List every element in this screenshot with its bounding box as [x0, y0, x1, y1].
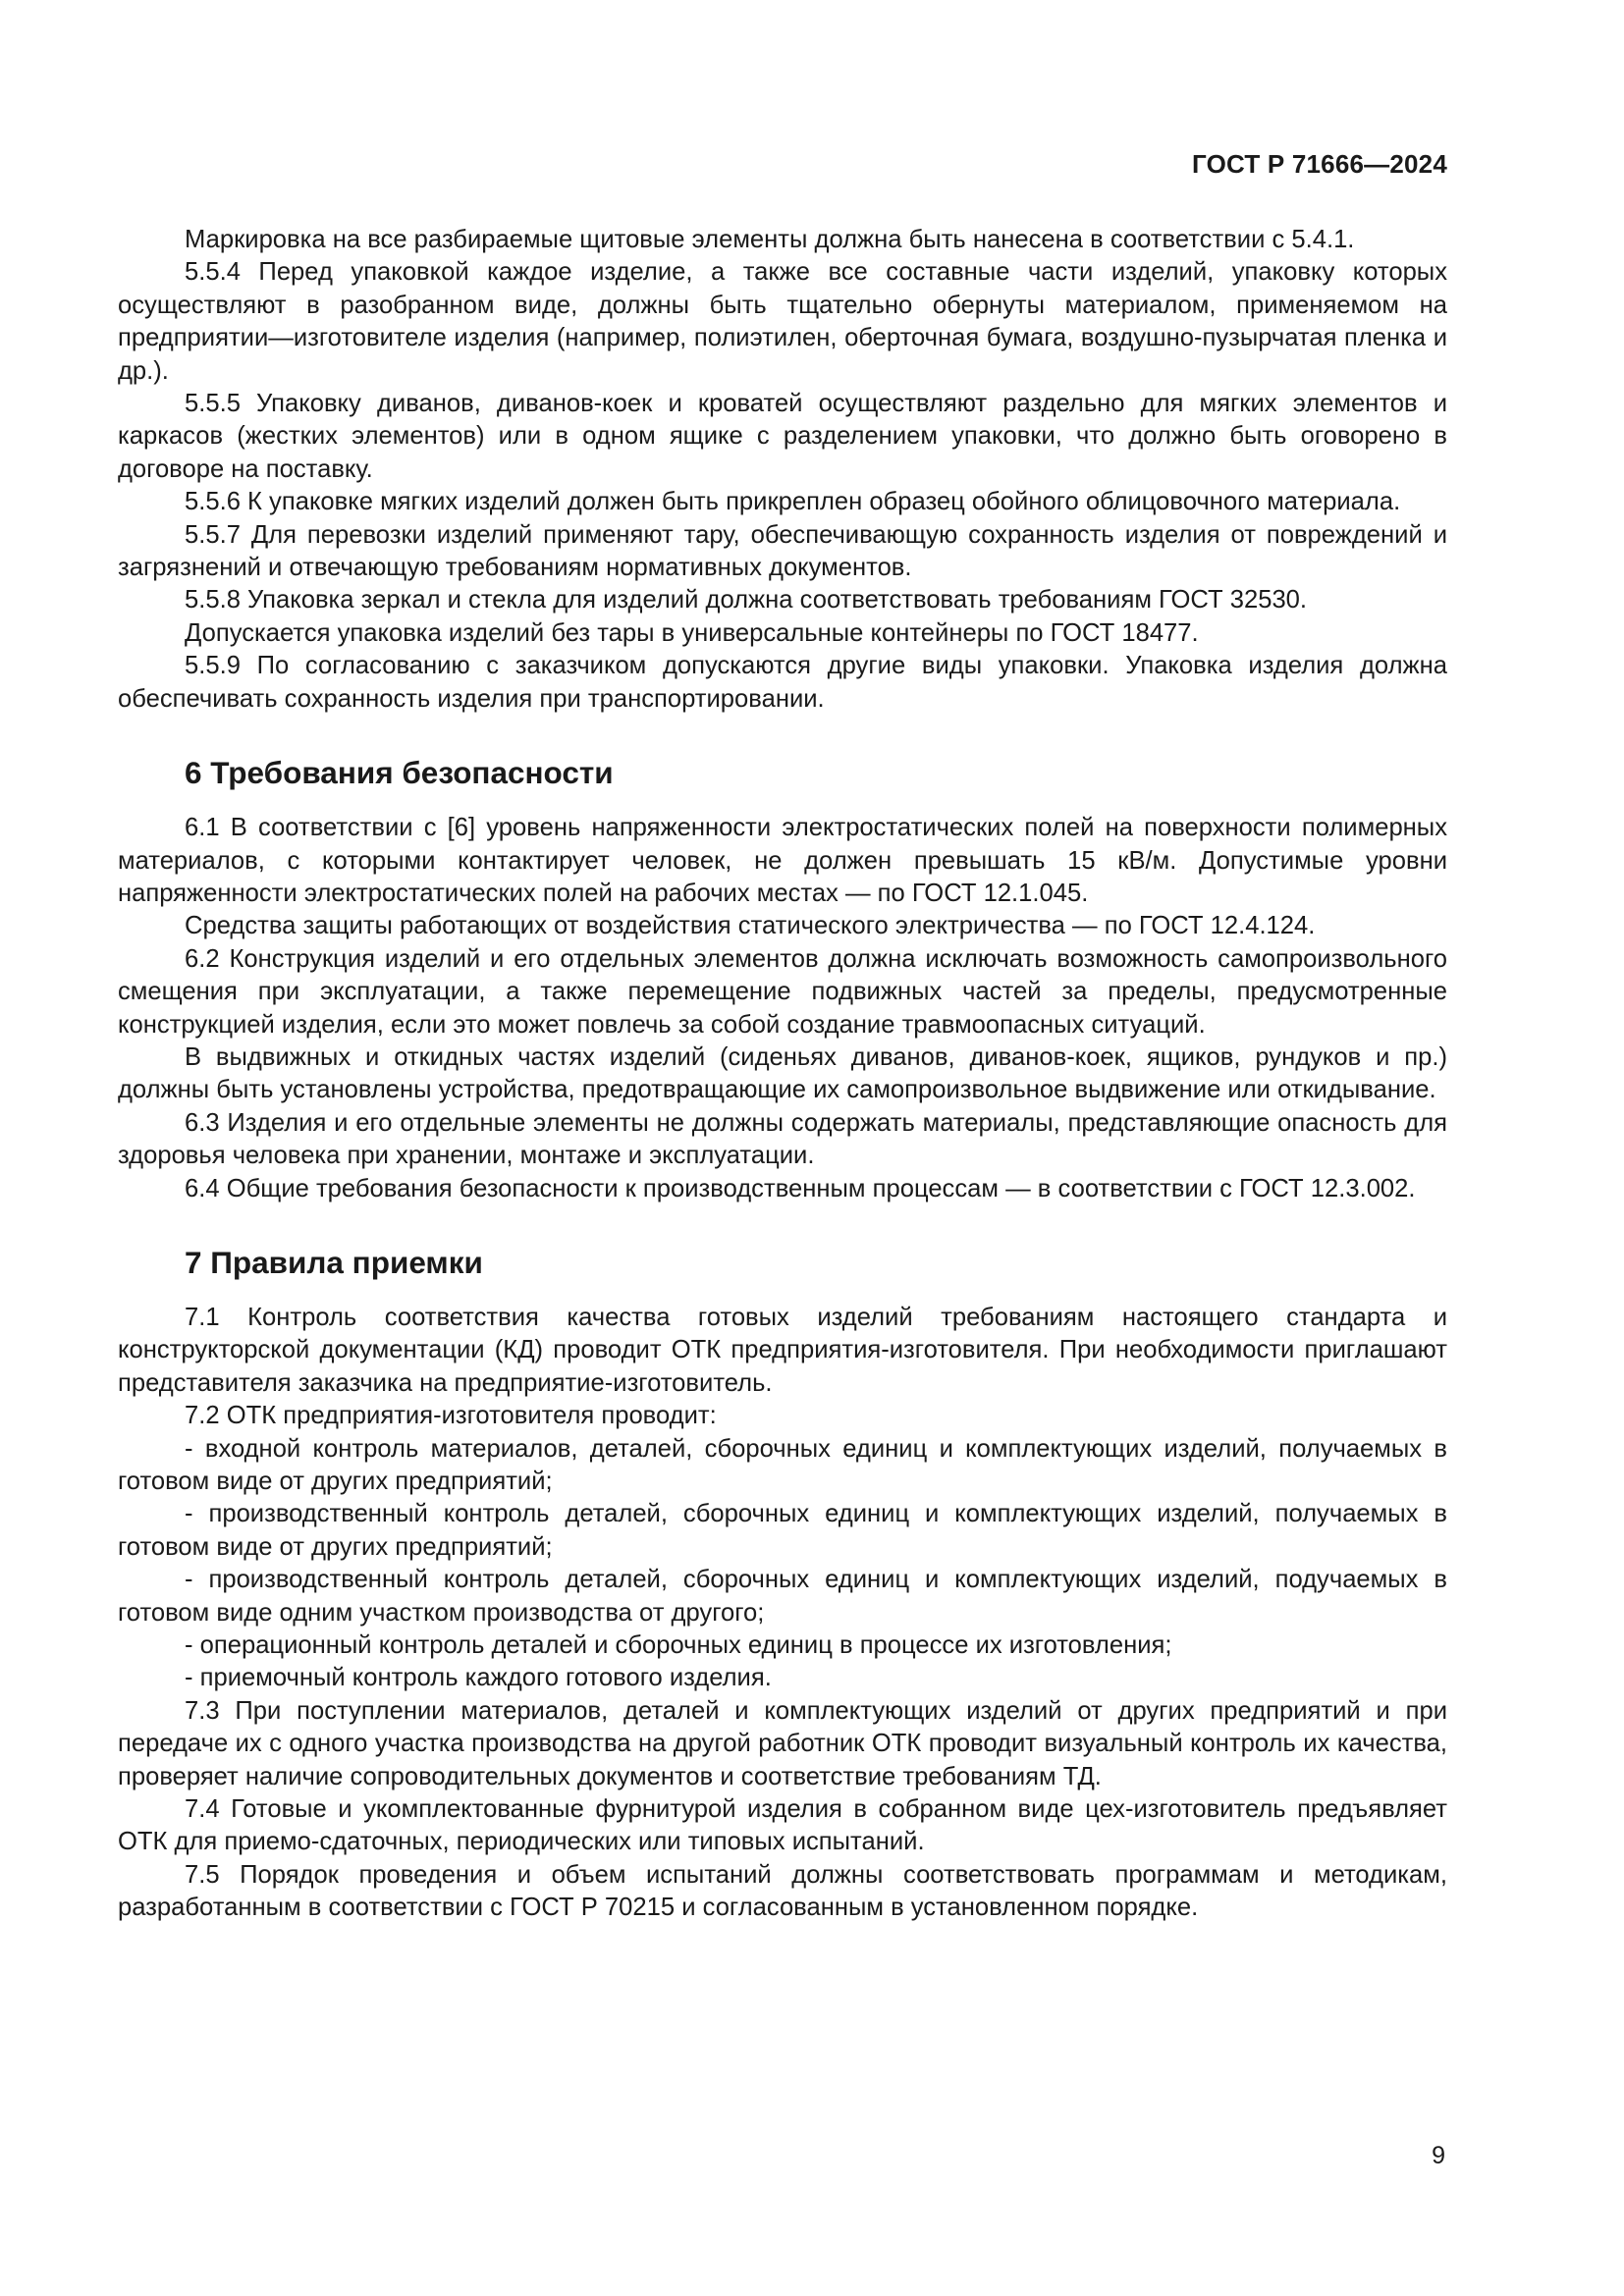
- paragraph: 5.5.7 Для перевозки изделий применяют тару, обеспечивающую сохранность изделия от повреждений и загрязнений и отвечающую требованиям нормативных документов.: [118, 520, 1447, 582]
- document-code: ГОСТ Р 71666—2024: [1192, 149, 1447, 179]
- section-heading-6: 6 Требования безопасности: [185, 755, 614, 791]
- list-item: - операционный контроль деталей и сборочных единиц в процессе их изготовления;: [185, 1631, 1172, 1660]
- list-item: - входной контроль материалов, деталей, сборочных единиц и комплектующих изделий, получаемых в готовом виде от других предприятий;: [118, 1434, 1447, 1495]
- paragraph: 6.1 В соответствии с [6] уровень напряженности электростатических полей на поверхности полимерных материалов, с которыми контактирует человек, не должен превышать 15 кВ/м. Допустимые уровни напряженности электростатических полей на рабочих местах — по ГОСТ 12.1.045.: [118, 814, 1447, 907]
- paragraph: 5.5.5 Упаковку диванов, диванов-коек и кроватей осуществляют раздельно для мягких элементов и каркасов (жестких элементов) или в одном ящике с разделением упаковки, что должно быть оговорено в договоре на поставку.: [118, 390, 1447, 483]
- paragraph: 5.5.4 Перед упаковкой каждое изделие, а также все составные части изделий, упаковку которых осуществляют в разобранном виде, должны быть тщательно обернуты материалом, применяемом на предприятии—изготовителе изделия (например, полиэтилен, оберточная бумага, воздушно-пузырчатая пленка и др.).: [118, 258, 1447, 385]
- paragraph: 6.2 Конструкция изделий и его отдельных элементов должна исключать возможность самопроизвольного смещения при эксплуатации, а также перемещение подвижных частей за пределы, предусмотренные конструкцией изделия, если это может повлечь за собой создание травмоопасных ситуаций.: [118, 944, 1447, 1039]
- list-item: - производственный контроль деталей, сборочных единиц и комплектующих изделий, подучаемых в готовом виде одним участком производства от другого;: [118, 1566, 1447, 1627]
- paragraph: 7.4 Готовые и укомплектованные фурнитурой изделия в собранном виде цех-изготовитель предъявляет ОТК для приемо-сдаточных, периодических или типовых испытаний.: [118, 1795, 1447, 1856]
- section-heading-7: 7 Правила приемки: [185, 1244, 483, 1280]
- paragraph: 5.5.8 Упаковка зеркал и стекла для изделий должна соответствовать требованиям ГОСТ 32530.: [185, 586, 1308, 614]
- paragraph: Допускается упаковка изделий без тары в универсальные контейнеры по ГОСТ 18477.: [185, 618, 1199, 647]
- page-number: 9: [1432, 2142, 1445, 2169]
- paragraph: 7.1 Контроль соответствия качества готовых изделий требованиям настоящего стандарта и конструкторской документации (КД) проводит ОТК предприятия-изготовителя. При необходимости приглашают представителя заказчика на предприятие-изготовитель.: [118, 1303, 1447, 1397]
- paragraph: 7.2 ОТК предприятия-изготовителя проводит:: [185, 1402, 717, 1430]
- list-item: - производственный контроль деталей, сборочных единиц и комплектующих изделий, получаемых в готовом виде от других предприятий;: [118, 1500, 1447, 1561]
- paragraph: В выдвижных и откидных частях изделий (сиденьях диванов, диванов-коек, ящиков, рундуков и пр.) должны быть установлены устройства, предотвращающие их самопроизвольное выдвижение или откидывание.: [118, 1042, 1447, 1104]
- paragraph: 6.4 Общие требования безопасности к производственным процессам — в соответствии с ГОСТ 12.3.002.: [185, 1174, 1416, 1202]
- paragraph: 5.5.6 К упаковке мягких изделий должен быть прикреплен образец обойного облицовочного материала.: [185, 488, 1401, 516]
- paragraph: Маркировка на все разбираемые щитовые элементы должна быть нанесена в соответствии с 5.4.1.: [185, 226, 1355, 253]
- paragraph: 5.5.9 По согласованию с заказчиком допускаются другие виды упаковки. Упаковка изделия должна обеспечивать сохранность изделия при транспортировании.: [118, 652, 1447, 713]
- paragraph: 7.5 Порядок проведения и объем испытаний должны соответствовать программам и методикам, разработанным в соответствии с ГОСТ Р 70215 и согласованным в установленном порядке.: [118, 1860, 1447, 1922]
- paragraph: 6.3 Изделия и его отдельные элементы не должны содержать материалы, представляющие опасность для здоровья человека при хранении, монтаже и эксплуатации.: [118, 1108, 1447, 1170]
- paragraph: 7.3 При поступлении материалов, деталей и комплектующих изделий от других предприятий и при передаче их с одного участка производства на другой работник ОТК проводит визуальный контроль их качества, проверяет наличие сопроводительных документов и соответствие требованиям ТД.: [118, 1696, 1447, 1790]
- page-content: [118, 224, 1447, 1925]
- paragraph: Средства защиты работающих от воздействия статического электричества — по ГОСТ 12.4.124.: [185, 912, 1316, 940]
- list-item: - приемочный контроль каждого готового изделия.: [185, 1664, 772, 1692]
